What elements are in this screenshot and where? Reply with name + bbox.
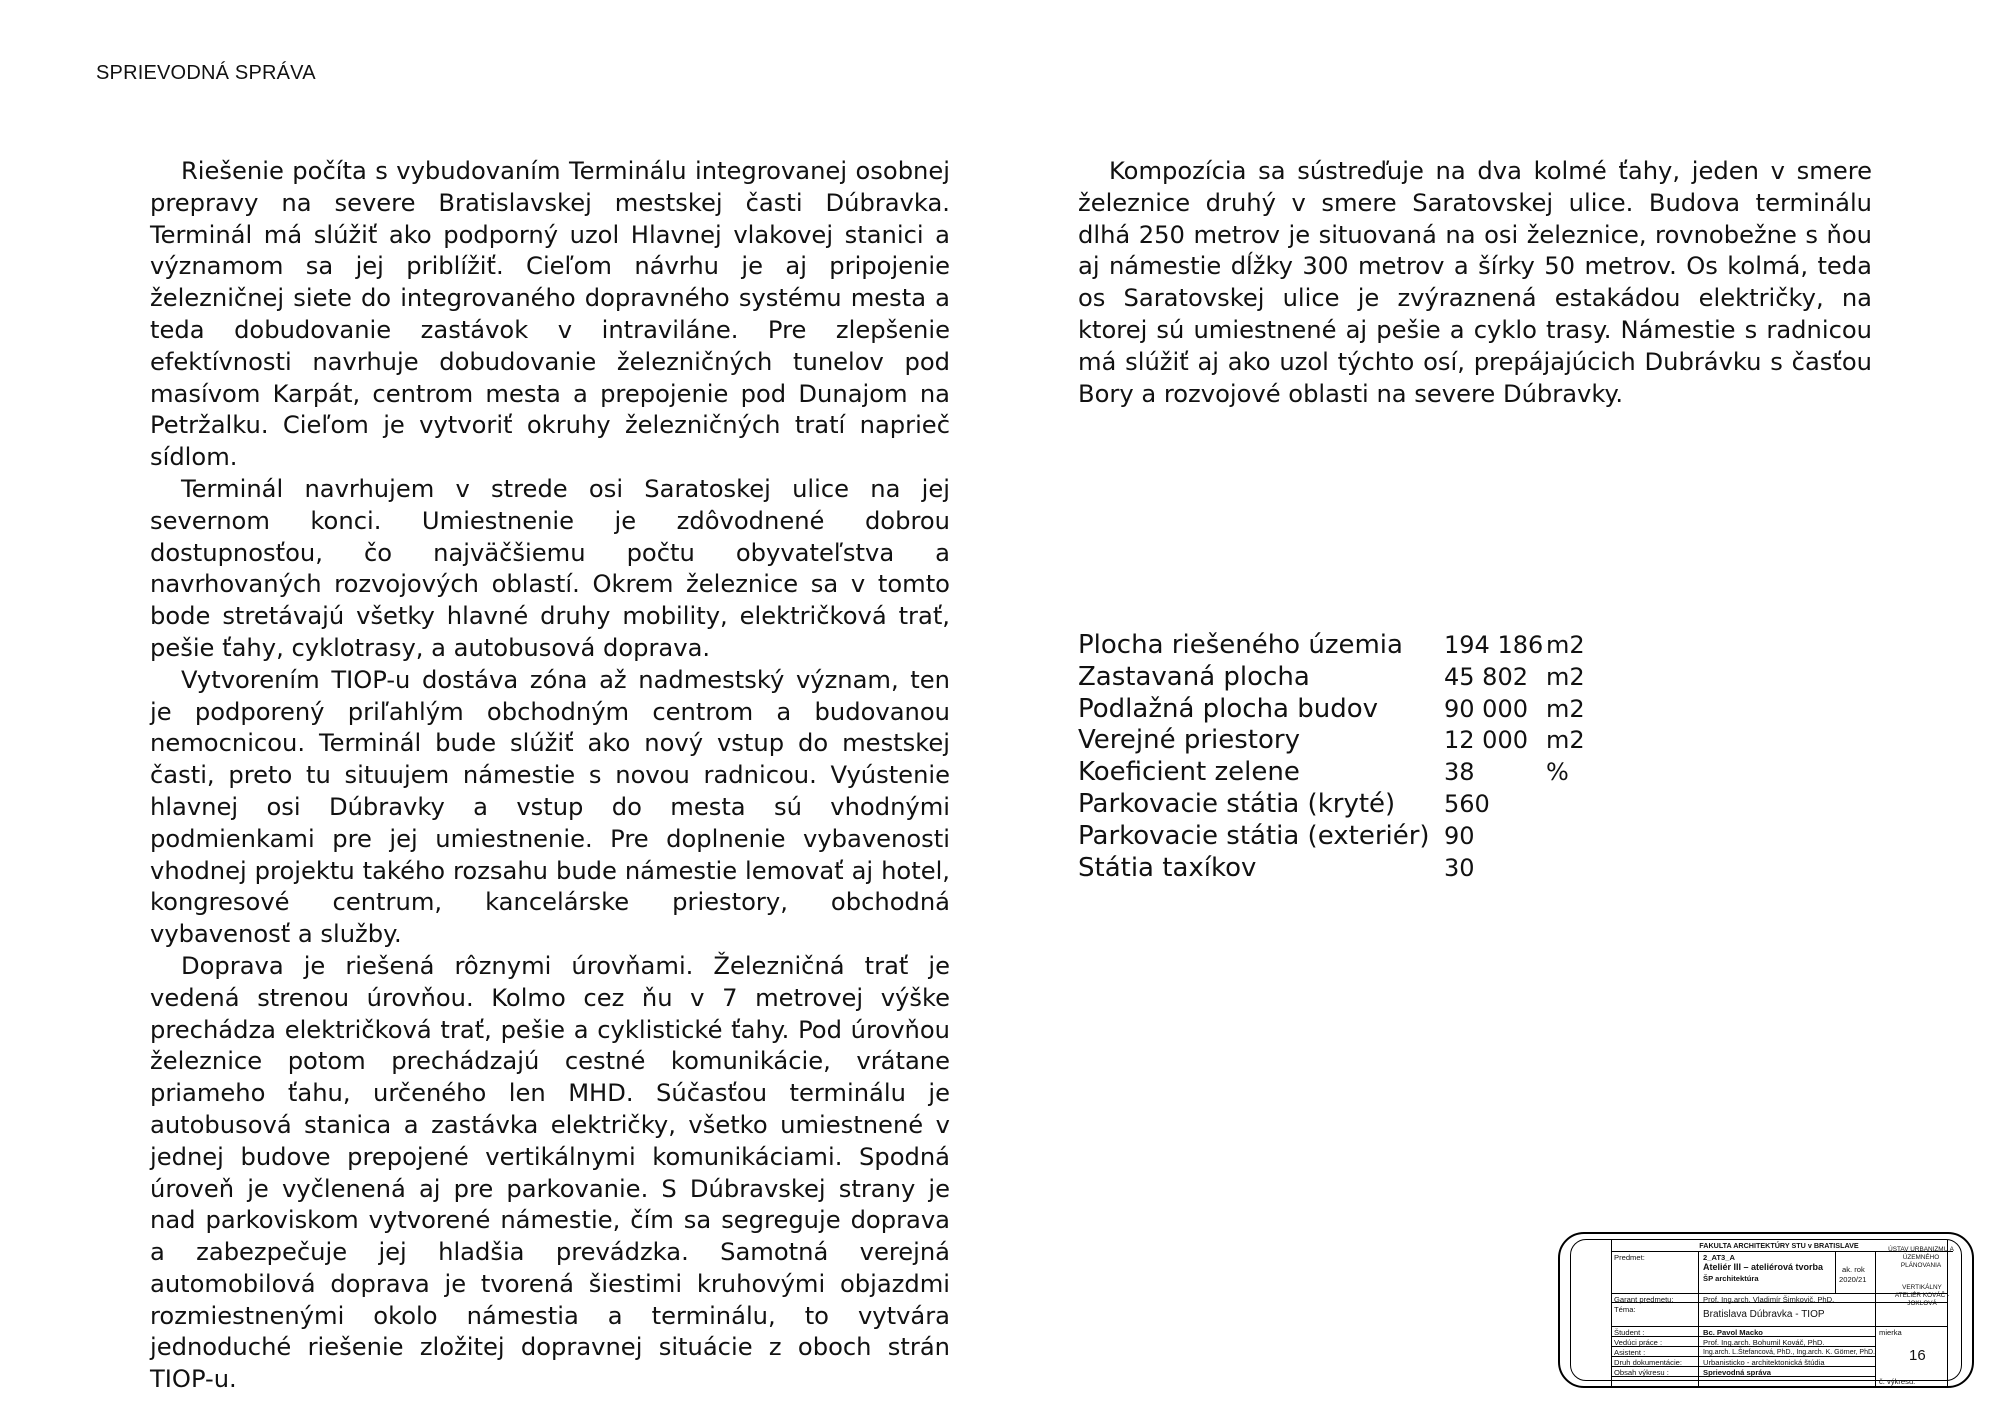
- stat-value: 45 802: [1444, 662, 1528, 691]
- table-row: [1078, 630, 1585, 662]
- predmet-name: Ateliér III – ateliérová tvorba: [1703, 1262, 1824, 1272]
- drawing-title-block: [1558, 1232, 1974, 1388]
- veduci-label: Vedúci práce :: [1614, 1338, 1663, 1347]
- table-row: [1078, 694, 1585, 726]
- stat-label: Plocha riešeného územia: [1078, 630, 1403, 660]
- left-text-column: [150, 156, 950, 1396]
- druh-value: Urbanisticko - architektonická štúdia: [1703, 1358, 1825, 1367]
- faculty-name: FAKULTA ARCHITEKTÚRY STU v BRATISLAVE: [1699, 1241, 1859, 1250]
- stat-label: Státia taxíkov: [1078, 852, 1257, 883]
- table-row: [1078, 789, 1585, 821]
- druh-label: Druh dokumentácie:: [1614, 1358, 1682, 1367]
- stat-value: 194 186: [1444, 631, 1544, 659]
- obsah-value: Sprievodná správa: [1703, 1368, 1771, 1377]
- stat-unit: m2: [1546, 631, 1585, 659]
- sheet-number: 16: [1909, 1347, 1926, 1364]
- table-row: [1078, 853, 1585, 885]
- tema-value: Bratislava Dúbravka - TIOP: [1703, 1309, 1825, 1320]
- stat-label: Verejné priestory: [1078, 725, 1300, 756]
- stat-label: Parkovacie státia (exteriér): [1078, 820, 1430, 851]
- document-header: SPRIEVODNÁ SPRÁVA: [96, 62, 316, 84]
- stat-value: 560: [1444, 789, 1490, 818]
- table-row: [1078, 757, 1585, 789]
- stat-value: 38: [1444, 758, 1475, 787]
- stat-value: 12 000: [1444, 726, 1528, 755]
- stat-unit: %: [1546, 758, 1569, 787]
- study-program: ŠP architektúra: [1703, 1274, 1759, 1283]
- stat-unit: m2: [1546, 662, 1585, 691]
- paragraph: Vytvorením TIOP-u dostáva zóna až nadmestský význam, ten je podporený priľahlým obchodným centrom a budovanou nemocnicou. Terminál bude slúžiť ako nový vstup do mestskej časti, preto tu situujem námestie s novou radnicou. Vyústenie hlavnej osi Dúbravky a vstup do mesta sú vhodnými podmienkami pre jej umiestnenie. Pre doplnenie vybavenosti vhodnej projektu takého rozsahu bude námestie lemovať aj hotel, kongresové centrum, kancelárske priestory, obchodná vybavenosť a služby.: [150, 665, 950, 949]
- stat-unit: m2: [1546, 726, 1585, 755]
- garant-name: Prof. Ing.arch. Vladimír Šimkovič, PhD.: [1703, 1295, 1835, 1304]
- institute-name: ÚSTAV URBANIZMU A ÚZEMNÉHO PLÁNOVANIA: [1888, 1246, 1954, 1269]
- student-label: Študent :: [1614, 1328, 1645, 1337]
- predmet-label: Predmet:: [1614, 1253, 1645, 1262]
- studio-name: VERTIKÁLNY ATELIÉR KOVÁČ - JOKLOVÁ: [1894, 1284, 1950, 1307]
- stat-value: 90: [1444, 821, 1475, 850]
- academic-year: 2020/21: [1839, 1275, 1867, 1284]
- stat-label: Parkovacie státia (kryté): [1078, 788, 1396, 819]
- asistent-label: Asistent :: [1614, 1348, 1646, 1357]
- tema-label: Téma:: [1614, 1305, 1636, 1314]
- obsah-label: Obsah výkresu :: [1614, 1368, 1669, 1377]
- student-name: Bc. Pavol Macko: [1703, 1328, 1763, 1337]
- stat-value: 90 000: [1444, 694, 1528, 723]
- stat-label: Zastavaná plocha: [1078, 661, 1310, 692]
- mierka-label: mierka: [1879, 1328, 1902, 1337]
- predmet-code: 2_AT3_A: [1703, 1253, 1735, 1262]
- table-row: [1078, 821, 1585, 853]
- paragraph: Kompozícia sa sústreďuje na dva kolmé ťahy, jeden v smere železnice druhý v smere Saratovskej ulice. Budova terminálu dlhá 250 metrov je situovaná na osi železnice, rovnobežne s ňou aj námestie dĺžky 300 metrov a šírky 50 metrov. Os kolmá, teda os Saratovskej ulice je zvýraznená estakádou električky, na ktorej sú umiestnené aj pešie a cyklo trasy. Námestie s radnicou má slúžiť aj ako uzol týchto osí, prepájajúcich Dubrávku s časťou Bory a rozvojové oblasti na severe Dúbravky.: [1078, 157, 1872, 408]
- stat-unit: m2: [1546, 694, 1585, 723]
- sheet-label: č. výkresu:: [1879, 1377, 1916, 1386]
- stat-value: 30: [1444, 853, 1475, 882]
- paragraph: Riešenie počíta s vybudovaním Terminálu integrovanej osobnej prepravy na severe Bratislavskej mestskej časti Dúbravka. Terminál má slúžiť ako podporný uzol Hlavnej vlakovej stanici a významom sa jej priblížiť. Cieľom návrhu je aj pripojenie železničnej siete do integrovaného dopravného systému mesta a teda dobudovanie zastávok v intraviláne. Pre zlepšenie efektívnosti navrhuje dobudovanie železničných tunelov pod masívom Karpát, centrom mesta a prepojenie pod Dunajom na Petržalku. Cieľom je vytvoriť okruhy železničných tratí naprieč sídlom.: [150, 157, 950, 472]
- area-statistics-table: [1078, 630, 1585, 884]
- veduci-name: Prof. Ing.arch. Bohumil Kováč, PhD.: [1703, 1338, 1825, 1347]
- stat-label: Koeficient zelene: [1078, 757, 1300, 788]
- paragraph: Doprava je riešená rôznymi úrovňami. Železničná trať je vedená strenou úrovňou. Kolmo cez ňu v 7 metrovej výške prechádza električková trať, pešie a cyklistické ťahy. Pod úrovňou železnice potom prechádzajú cestné komunikácie, vrátane priameho ťahu, určeného len MHD. Súčasťou terminálu je autobusová stanica a zastávka električky, všetko umiestnené v jednej budove prepojené vertikálnymi komunikáciami. Spodná úroveň je vyčlenená aj pre parkovanie. S Dúbravskej strany je nad parkoviskom vytvorené námestie, čím sa segreguje doprava a zabezpečuje jej hladšia prevádzka. Samotná verejná automobilová doprava je tvorená šiestimi kruhovými objazdmi rozmiestnenými okolo námestia a terminálu, to vytvára jednoduché riešenie zložitej dopravnej situácie z oboch strán TIOP-u.: [150, 951, 950, 1394]
- year-label: ak. rok: [1842, 1265, 1865, 1274]
- garant-label: Garant predmetu:: [1614, 1295, 1674, 1304]
- stat-unit: [1546, 853, 1585, 885]
- table-row: [1078, 725, 1585, 757]
- asistent-names: Ing.arch. L.Štefancová, PhD., Ing.arch. K. Görner, PhD.: [1703, 1349, 1875, 1356]
- stat-unit: [1546, 821, 1585, 853]
- stat-unit: [1546, 789, 1585, 821]
- stat-label: Podlažná plocha budov: [1078, 693, 1379, 724]
- right-text-column: [1078, 156, 1872, 410]
- table-row: [1078, 662, 1585, 694]
- paragraph: Terminál navrhujem v strede osi Saratoskej ulice na jej severnom konci. Umiestnenie je zdôvodnené dobrou dostupnosťou, čo najväčšiemu počtu obyvateľstva a navrhovaných rozvojových oblastí. Okrem železnice sa v tomto bode stretávajú všetky hlavné druhy mobility, električková trať, pešie ťahy, cyklotrasy, a autobusová doprava.: [150, 474, 950, 662]
